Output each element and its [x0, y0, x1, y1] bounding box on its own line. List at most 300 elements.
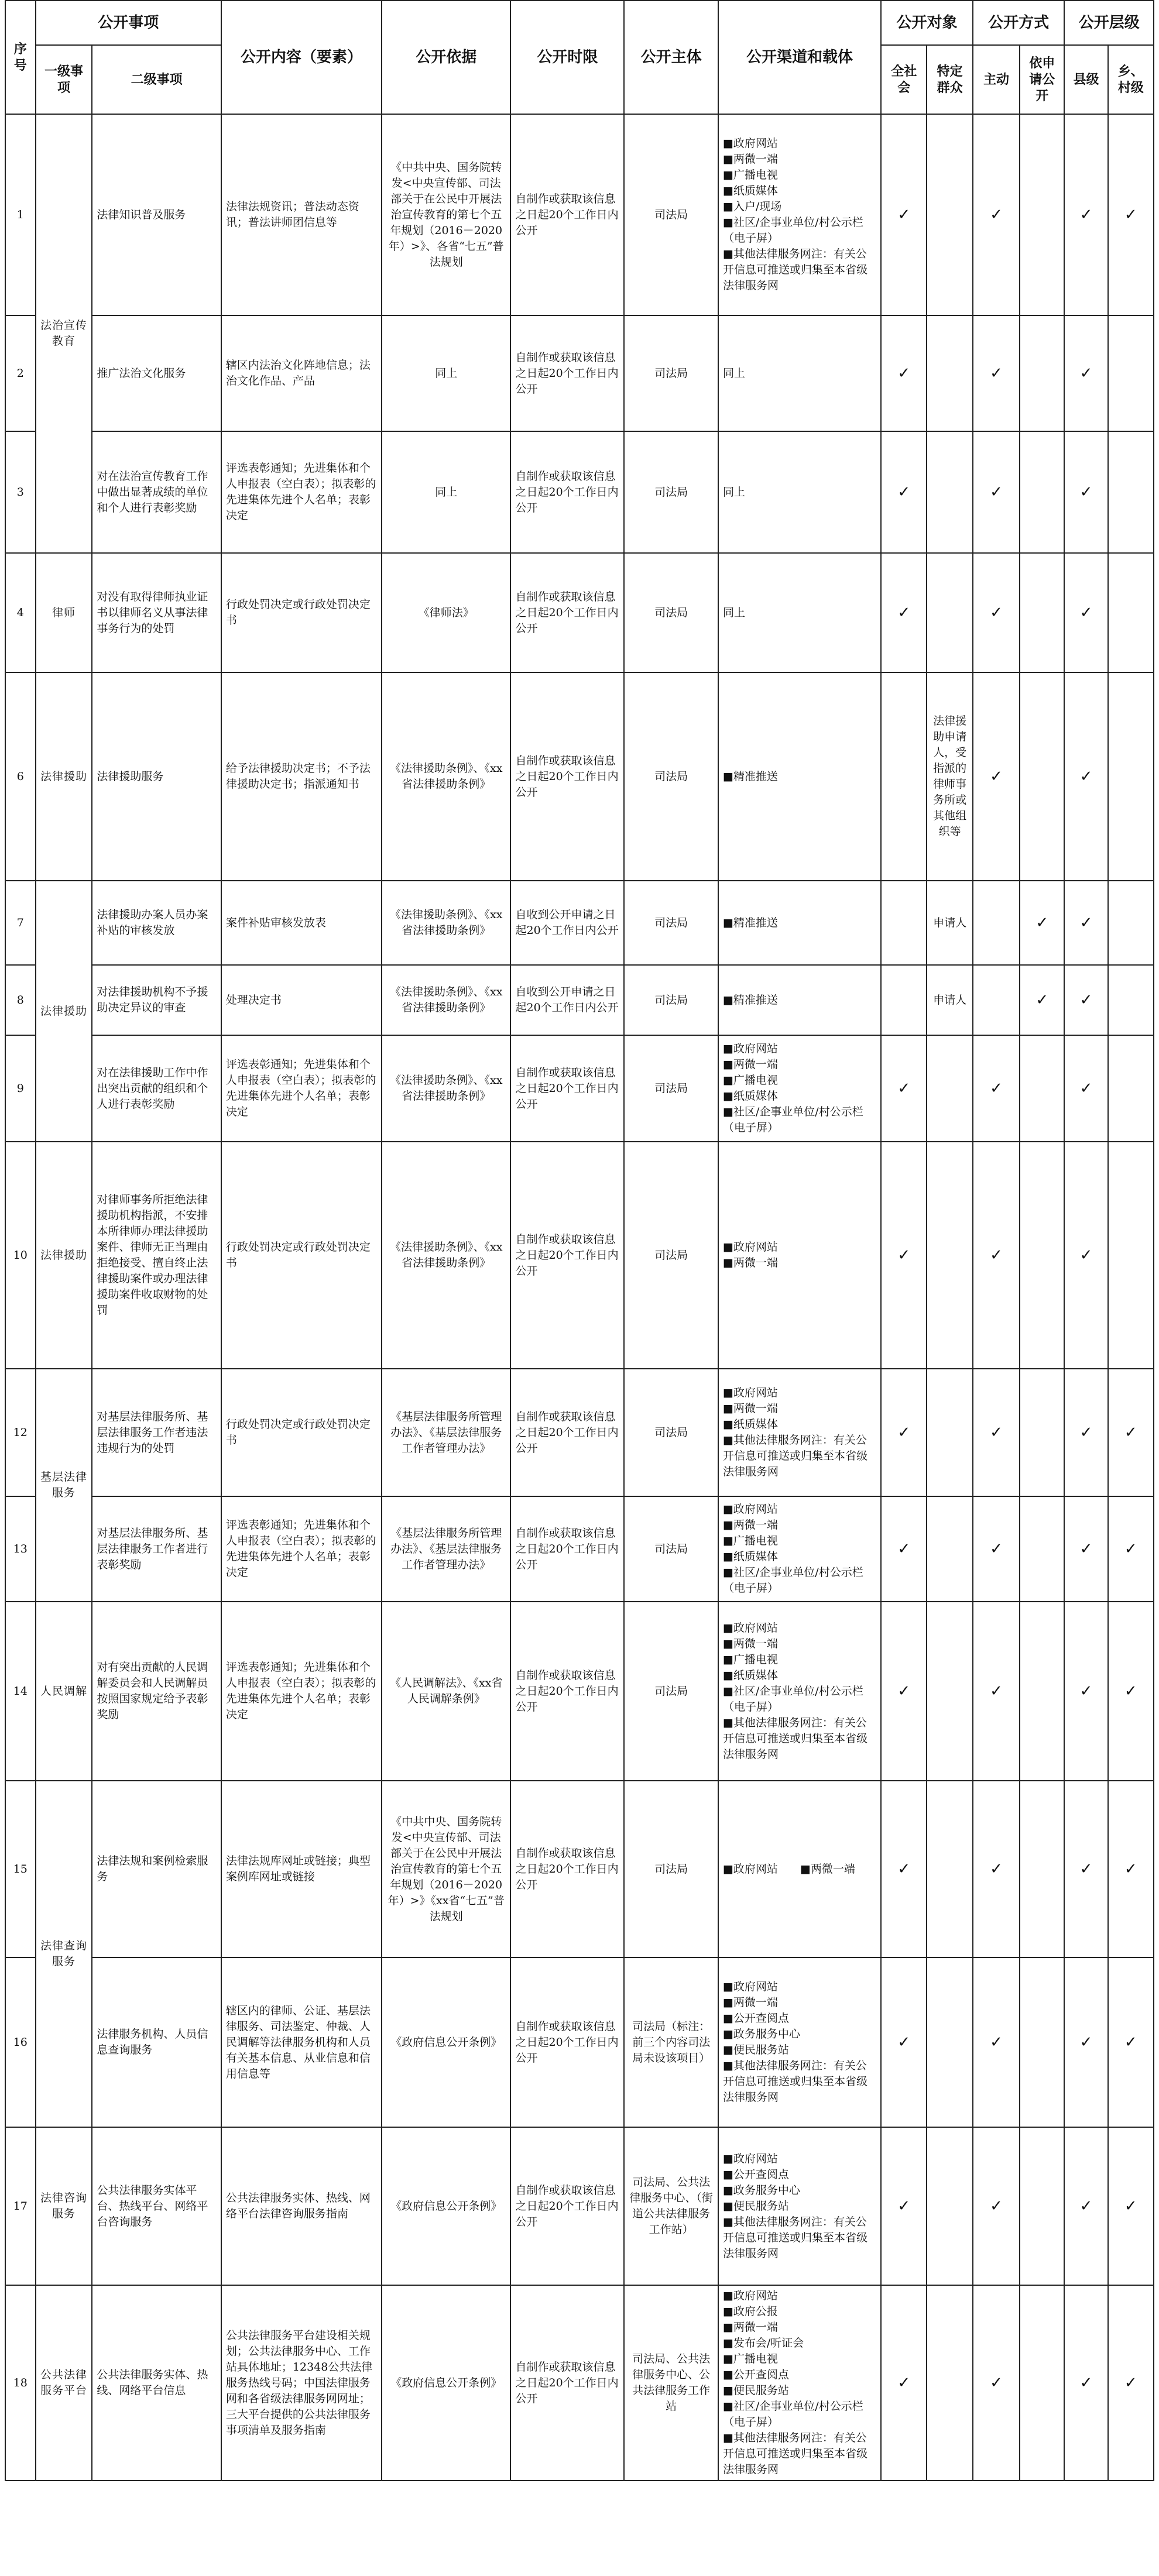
content-cell: 评选表彰通知；先进集体和个人申报表（空白表）；拟表彰的先进集体先进个人名单；表彰决定: [221, 1035, 382, 1142]
channel-item: ■社区/企事业单位/村公示栏（电子屏）: [722, 1566, 863, 1595]
channel-item: ■政府网站: [722, 1980, 778, 1993]
table-row: [5, 1035, 1154, 1142]
subject-cell: 司法局: [624, 1142, 718, 1369]
time-cell: 自制作或获取该信息之日起20个工作日内公开: [510, 431, 624, 553]
subject-cell: 司法局: [624, 1035, 718, 1142]
empty-apply-cell: [1020, 315, 1064, 431]
col-content-header: 公开内容（要素）: [221, 1, 382, 114]
empty-specific-cell: [927, 1496, 972, 1602]
basis-cell: 《中共中央、国务院转发<中央宣传部、司法部关于在公民中开展法治宣传教育的第七个五年规划（2016－2020年）>》、各省“七五”普法规划: [382, 114, 511, 315]
basis-cell: 《法律援助条例》、《xx省法律援助条例》: [382, 1142, 511, 1369]
empty-all-cell: [881, 965, 927, 1035]
basis-cell: 《法律援助条例》、《xx省法律援助条例》: [382, 672, 511, 881]
check-active-icon: ✓: [973, 114, 1020, 315]
content-cell: 公共法律服务实体、热线、网络平台法律咨询服务指南: [221, 2127, 382, 2285]
check-county-icon: ✓: [1064, 1602, 1107, 1781]
col-mode-apply-header: 依申请公开: [1020, 45, 1064, 114]
check-all-icon: ✓: [881, 1142, 927, 1369]
check-all-icon: ✓: [881, 2285, 927, 2481]
check-active-icon: ✓: [973, 1602, 1020, 1781]
channel-cell: [718, 431, 881, 553]
row-seq: 1: [5, 114, 36, 315]
empty-active-cell: [973, 965, 1020, 1035]
empty-apply-cell: [1020, 2285, 1064, 2481]
check-active-icon: ✓: [973, 1496, 1020, 1602]
row-seq: 9: [5, 1035, 36, 1142]
check-active-icon: ✓: [973, 1142, 1020, 1369]
time-cell: 自制作或获取该信息之日起20个工作日内公开: [510, 553, 624, 672]
channel-item: ■纸质媒体: [722, 184, 778, 197]
channel-item: ■社区/企事业单位/村公示栏（电子屏）: [722, 216, 863, 245]
check-county-icon: ✓: [1064, 1142, 1107, 1369]
channel-cell: [718, 965, 881, 1035]
channel-cell: [718, 2127, 881, 2285]
level1-item: 法治宣传教育: [36, 114, 92, 553]
content-cell: 给予法律援助决定书；不予法律援助决定书；指派通知书: [221, 672, 382, 881]
subject-cell: 司法局: [624, 672, 718, 881]
channel-cell: [718, 315, 881, 431]
table-row: [5, 553, 1154, 672]
empty-specific-cell: [927, 1781, 972, 1957]
content-cell: 行政处罚决定或行政处罚决定书: [221, 1142, 382, 1369]
content-cell: 辖区内的律师、公证、基层法律服务、司法鉴定、仲裁、人民调解等法律服务机构和人员有关基本信息、从业信息和信用信息等: [221, 1957, 382, 2127]
level1-item: 律师: [36, 553, 92, 672]
channel-item: ■两微一端: [722, 1058, 778, 1071]
time-cell: 自制作或获取该信息之日起20个工作日内公开: [510, 1602, 624, 1781]
empty-town-cell: [1108, 965, 1154, 1035]
subject-cell: 司法局（标注：前三个内容司法局未设该项目）: [624, 1957, 718, 2127]
check-all-icon: ✓: [881, 431, 927, 553]
channel-item: ■政府网站: [722, 2152, 778, 2165]
channel-item: ■政府网站: [722, 1386, 778, 1399]
content-cell: 法律法规库网址或链接；典型案例库网址或链接: [221, 1781, 382, 1957]
table-row: [5, 2127, 1154, 2285]
empty-specific-cell: [927, 1602, 972, 1781]
channel-item: ■两微一端: [722, 1996, 778, 2009]
table-body: [5, 114, 1154, 2481]
channel-item: ■其他法律服务网注：有关公开信息可推送或归集至本省级法律服务网: [722, 2431, 867, 2476]
check-county-icon: ✓: [1064, 881, 1107, 965]
empty-specific-cell: [927, 1369, 972, 1496]
content-cell: 法律法规资讯；普法动态资讯；普法讲师团信息等: [221, 114, 382, 315]
row-seq: 6: [5, 672, 36, 881]
check-town-icon: ✓: [1108, 1602, 1154, 1781]
channel-item: ■社区/企事业单位/村公示栏（电子屏）: [722, 2400, 863, 2429]
channel-item: ■两微一端: [722, 1519, 778, 1531]
level1-item: 法律援助: [36, 1142, 92, 1369]
col-level-town-header: 乡、村级: [1108, 45, 1154, 114]
col-mode-active-header: 主动: [973, 45, 1020, 114]
check-all-icon: ✓: [881, 1781, 927, 1957]
basis-cell: 《政府信息公开条例》: [382, 2127, 511, 2285]
empty-active-cell: [973, 881, 1020, 965]
time-cell: 自制作或获取该信息之日起20个工作日内公开: [510, 114, 624, 315]
empty-specific-cell: [927, 1142, 972, 1369]
col-subject-header: 公开主体: [624, 1, 718, 114]
empty-town-cell: [1108, 672, 1154, 881]
level2-item: 对在法律援助工作中作出突出贡献的组织和个人进行表彰奖励: [92, 1035, 221, 1142]
channel-item: ■政务服务中心: [722, 2183, 800, 2197]
empty-specific-cell: [927, 1957, 972, 2127]
check-all-icon: ✓: [881, 1496, 927, 1602]
check-county-icon: ✓: [1064, 1957, 1107, 2127]
empty-town-cell: [1108, 1142, 1154, 1369]
subject-cell: 司法局: [624, 1496, 718, 1602]
empty-apply-cell: [1020, 431, 1064, 553]
row-seq: 12: [5, 1369, 36, 1496]
channel-item: ■入户/现场: [722, 200, 782, 213]
check-county-icon: ✓: [1064, 2127, 1107, 2285]
channel-item: ■广播电视: [722, 1534, 778, 1547]
table-row: [5, 1142, 1154, 1369]
check-county-icon: ✓: [1064, 672, 1107, 881]
empty-town-cell: [1108, 315, 1154, 431]
level1-item: 法律咨询服务: [36, 2127, 92, 2285]
row-seq: 2: [5, 315, 36, 431]
col-basis-header: 公开依据: [382, 1, 511, 114]
channel-item: ■广播电视: [722, 169, 778, 181]
empty-apply-cell: [1020, 1496, 1064, 1602]
check-town-icon: ✓: [1108, 114, 1154, 315]
empty-specific-cell: [927, 1035, 972, 1142]
check-all-icon: ✓: [881, 2127, 927, 2285]
level2-item: 对在法治宣传教育工作中做出显著成绩的单位和个人进行表彰奖励: [92, 431, 221, 553]
basis-cell: 《政府信息公开条例》: [382, 2285, 511, 2481]
channel-item: ■其他法律服务网注：有关公开信息可推送或归集至本省级法律服务网: [722, 1434, 867, 1478]
channel-item: ■纸质媒体: [722, 1418, 778, 1431]
level2-item: 法律援助服务: [92, 672, 221, 881]
time-cell: 自制作或获取该信息之日起20个工作日内公开: [510, 1496, 624, 1602]
channel-item: ■其他法律服务网注：有关公开信息可推送或归集至本省级法律服务网: [722, 248, 867, 292]
col-level2-header: 二级事项: [92, 45, 221, 114]
time-cell: 自制作或获取该信息之日起20个工作日内公开: [510, 315, 624, 431]
check-active-icon: ✓: [973, 553, 1020, 672]
check-town-icon: ✓: [1108, 1957, 1154, 2127]
row-seq: 4: [5, 553, 36, 672]
table-row: [5, 1496, 1154, 1602]
col-time-header: 公开时限: [510, 1, 624, 114]
time-cell: 自制作或获取该信息之日起20个工作日内公开: [510, 672, 624, 881]
time-cell: 自收到公开申请之日起20个工作日内公开: [510, 881, 624, 965]
check-town-icon: ✓: [1108, 1781, 1154, 1957]
check-county-icon: ✓: [1064, 2285, 1107, 2481]
time-cell: 自收到公开申请之日起20个工作日内公开: [510, 965, 624, 1035]
check-active-icon: ✓: [973, 1369, 1020, 1496]
channel-item: ■政府网站: [722, 1042, 778, 1055]
check-apply-icon: ✓: [1020, 965, 1064, 1035]
table-row: [5, 1781, 1154, 1957]
level2-item: 对基层法律服务所、基层法律服务工作者进行表彰奖励: [92, 1496, 221, 1602]
empty-specific-cell: [927, 315, 972, 431]
disclosure-table-sheet: [5, 0, 1154, 2481]
check-active-icon: ✓: [973, 2285, 1020, 2481]
empty-apply-cell: [1020, 1369, 1064, 1496]
basis-cell: 《律师法》: [382, 553, 511, 672]
level2-item: 对律师事务所拒绝法律援助机构指派，不安排本所律师办理法律援助案件、律师无正当理由拒绝接受、擅自终止法律援助案件或办理法律援助案件收取财物的处罚: [92, 1142, 221, 1369]
content-cell: 行政处罚决定或行政处罚决定书: [221, 553, 382, 672]
basis-cell: 《基层法律服务所管理办法》、《基层法律服务工作者管理办法》: [382, 1496, 511, 1602]
channel-item: ■社区/企事业单位/村公示栏（电子屏）: [722, 1105, 863, 1134]
subject-cell: 司法局: [624, 431, 718, 553]
row-seq: 3: [5, 431, 36, 553]
channel-item: ■其他法律服务网注：有关公开信息可推送或归集至本省级法律服务网: [722, 1716, 867, 1761]
time-cell: 自制作或获取该信息之日起20个工作日内公开: [510, 2127, 624, 2285]
empty-apply-cell: [1020, 1602, 1064, 1781]
channel-item: ■精准推送: [722, 993, 778, 1007]
channel-item: ■精准推送: [722, 916, 778, 929]
check-county-icon: ✓: [1064, 114, 1107, 315]
channel-item: ■公开查阅点: [722, 2168, 789, 2181]
empty-town-cell: [1108, 553, 1154, 672]
channel-cell: [718, 1035, 881, 1142]
empty-specific-cell: [927, 114, 972, 315]
channel-cell: [718, 672, 881, 881]
row-seq: 14: [5, 1602, 36, 1781]
channel-cell: [718, 881, 881, 965]
check-active-icon: ✓: [973, 315, 1020, 431]
basis-cell: 《法律援助条例》、《xx省法律援助条例》: [382, 965, 511, 1035]
check-town-icon: ✓: [1108, 1369, 1154, 1496]
row-seq: 15: [5, 1781, 36, 1957]
table-row: [5, 672, 1154, 881]
col-channel-header: 公开渠道和载体: [718, 1, 881, 114]
subject-cell: 司法局: [624, 1369, 718, 1496]
channel-item: ■广播电视: [722, 1653, 778, 1666]
table-row: [5, 2285, 1154, 2481]
empty-apply-cell: [1020, 1035, 1064, 1142]
empty-specific-cell: [927, 2127, 972, 2285]
channel-item: ■精准推送: [722, 770, 778, 783]
col-level-header: 公开层级: [1064, 1, 1154, 45]
level1-item: 法律援助: [36, 672, 92, 881]
time-cell: 自制作或获取该信息之日起20个工作日内公开: [510, 1369, 624, 1496]
channel-item: ■两微一端: [722, 1402, 778, 1415]
row-seq: 18: [5, 2285, 36, 2481]
level2-item: 法律知识普及服务: [92, 114, 221, 315]
col-level-county-header: 县级: [1064, 45, 1107, 114]
channel-cell: [718, 1602, 881, 1781]
channel-item: ■公开查阅点: [722, 2012, 789, 2025]
empty-town-cell: [1108, 881, 1154, 965]
channel-item: ■政府网站: [722, 137, 778, 150]
check-active-icon: ✓: [973, 2127, 1020, 2285]
empty-apply-cell: [1020, 2127, 1064, 2285]
level2-item: 对有突出贡献的人民调解委员会和人民调解员按照国家规定给予表彰奖励: [92, 1602, 221, 1781]
subject-cell: 司法局: [624, 114, 718, 315]
subject-cell: 司法局: [624, 881, 718, 965]
level2-item: 对法律援助机构不予援助决定异议的审查: [92, 965, 221, 1035]
empty-apply-cell: [1020, 553, 1064, 672]
content-cell: 辖区内法治文化阵地信息；法治文化作品、产品: [221, 315, 382, 431]
subject-cell: 司法局、公共法律服务中心、公共法律服务工作站: [624, 2285, 718, 2481]
empty-town-cell: [1108, 1035, 1154, 1142]
col-level1-header: 一级事项: [36, 45, 92, 114]
channel-item: ■两微一端: [722, 1256, 778, 1269]
channel-item: ■便民服务站: [722, 2199, 789, 2213]
empty-apply-cell: [1020, 1781, 1064, 1957]
time-cell: 自制作或获取该信息之日起20个工作日内公开: [510, 1957, 624, 2127]
check-all-icon: ✓: [881, 1369, 927, 1496]
subject-cell: 司法局: [624, 965, 718, 1035]
col-target-all-header: 全社会: [881, 45, 927, 114]
channel-item: ■纸质媒体: [722, 1090, 778, 1102]
basis-cell: 同上: [382, 431, 511, 553]
channel-item: ■两微一端: [722, 1637, 778, 1650]
row-seq: 8: [5, 965, 36, 1035]
check-active-icon: ✓: [973, 431, 1020, 553]
level1-item: 法律查询服务: [36, 1781, 92, 2127]
table-row: [5, 1369, 1154, 1496]
channel-item: 同上: [722, 606, 745, 619]
level1-item: 人民调解: [36, 1602, 92, 1781]
basis-cell: 《中共中央、国务院转发<中央宣传部、司法部关于在公民中开展法治宣传教育的第七个五年规划（2016－2020年）>》《xx省“七五”普法规划: [382, 1781, 511, 1957]
check-county-icon: ✓: [1064, 965, 1107, 1035]
content-cell: 评选表彰通知；先进集体和个人申报表（空白表）；拟表彰的先进集体先进个人名单；表彰决定: [221, 1496, 382, 1602]
channel-item: ■便民服务站: [722, 2043, 789, 2056]
level2-item: 公共法律服务实体、热线、网络平台信息: [92, 2285, 221, 2481]
channel-cell: [718, 1781, 881, 1957]
time-cell: 自制作或获取该信息之日起20个工作日内公开: [510, 1142, 624, 1369]
check-town-icon: ✓: [1108, 1496, 1154, 1602]
channel-item: ■社区/企事业单位/村公示栏（电子屏）: [722, 1684, 863, 1713]
header-row-top: [5, 1, 1154, 45]
col-target-specific-header: 特定群众: [927, 45, 972, 114]
level1-item: 法律援助: [36, 881, 92, 1142]
basis-cell: 《基层法律服务所管理办法》、《基层法律服务工作者管理办法》: [382, 1369, 511, 1496]
content-cell: 行政处罚决定或行政处罚决定书: [221, 1369, 382, 1496]
table-row: [5, 315, 1154, 431]
check-county-icon: ✓: [1064, 1496, 1107, 1602]
level2-item: 法律服务机构、人员信息查询服务: [92, 1957, 221, 2127]
table-row: [5, 114, 1154, 315]
channel-cell: [718, 1369, 881, 1496]
basis-cell: 《法律援助条例》、《xx省法律援助条例》: [382, 1035, 511, 1142]
subject-cell: 司法局、公共法律服务中心、（街道公共法律服务工作站）: [624, 2127, 718, 2285]
row-seq: 7: [5, 881, 36, 965]
basis-cell: 《法律援助条例》、《xx省法律援助条例》: [382, 881, 511, 965]
level1-item: 基层法律服务: [36, 1369, 92, 1602]
check-all-icon: ✓: [881, 1035, 927, 1142]
table-row: [5, 965, 1154, 1035]
channel-cell: [718, 114, 881, 315]
channel-item: ■政务服务中心: [722, 2028, 800, 2041]
level2-item: 对没有取得律师执业证书以律师名义从事法律事务行为的处罚: [92, 553, 221, 672]
check-county-icon: ✓: [1064, 315, 1107, 431]
table-row: [5, 431, 1154, 553]
channel-cell: [718, 2285, 881, 2481]
specific-target-text: 申请人: [927, 881, 972, 965]
row-seq: 13: [5, 1496, 36, 1602]
channel-item: ■便民服务站: [722, 2384, 789, 2397]
empty-specific-cell: [927, 431, 972, 553]
time-cell: 自制作或获取该信息之日起20个工作日内公开: [510, 1035, 624, 1142]
content-cell: 评选表彰通知；先进集体和个人申报表（空白表）；拟表彰的先进集体先进个人名单；表彰决定: [221, 431, 382, 553]
basis-cell: 同上: [382, 315, 511, 431]
channel-item: ■发布会/听证会: [722, 2337, 804, 2350]
row-seq: 17: [5, 2127, 36, 2285]
table-row: [5, 881, 1154, 965]
check-all-icon: ✓: [881, 1602, 927, 1781]
subject-cell: 司法局: [624, 315, 718, 431]
check-county-icon: ✓: [1064, 431, 1107, 553]
content-cell: 评选表彰通知；先进集体和个人申报表（空白表）；拟表彰的先进集体先进个人名单；表彰决定: [221, 1602, 382, 1781]
check-active-icon: ✓: [973, 1035, 1020, 1142]
content-cell: 公共法律服务平台建设相关规划；公共法律服务中心、工作站具体地址；12348公共法律服务热线号码；中国法律服务网和各省级法律服务网网址；三大平台提供的公共法律服务事项清单及服务指南: [221, 2285, 382, 2481]
check-apply-icon: ✓: [1020, 881, 1064, 965]
time-cell: 自制作或获取该信息之日起20个工作日内公开: [510, 1781, 624, 1957]
empty-town-cell: [1108, 431, 1154, 553]
check-all-icon: ✓: [881, 1957, 927, 2127]
col-target-header: 公开对象: [881, 1, 973, 45]
channel-item: ■其他法律服务网注：有关公开信息可推送或归集至本省级法律服务网: [722, 2215, 867, 2260]
check-county-icon: ✓: [1064, 553, 1107, 672]
level2-item: 推广法治文化服务: [92, 315, 221, 431]
channel-item: ■政府网站: [722, 1621, 778, 1634]
channel-item: ■公开查阅点: [722, 2368, 789, 2381]
check-active-icon: ✓: [973, 1957, 1020, 2127]
channel-item: ■两微一端: [722, 153, 778, 166]
empty-all-cell: [881, 881, 927, 965]
channel-item: ■政府公报: [722, 2305, 778, 2318]
empty-apply-cell: [1020, 114, 1064, 315]
check-town-icon: ✓: [1108, 2127, 1154, 2285]
channel-item: ■政府网站: [722, 2289, 778, 2302]
check-all-icon: ✓: [881, 315, 927, 431]
check-county-icon: ✓: [1064, 1035, 1107, 1142]
subject-cell: 司法局: [624, 553, 718, 672]
content-cell: 处理决定书: [221, 965, 382, 1035]
check-all-icon: ✓: [881, 553, 927, 672]
empty-apply-cell: [1020, 672, 1064, 881]
channel-item: 同上: [722, 366, 745, 380]
basis-cell: 《人民调解法》、《xx省人民调解条例》: [382, 1602, 511, 1781]
row-seq: 10: [5, 1142, 36, 1369]
level2-item: 公共法律服务实体平台、热线平台、网络平台咨询服务: [92, 2127, 221, 2285]
empty-all-cell: [881, 672, 927, 881]
col-item-header: 公开事项: [36, 1, 221, 45]
channel-item: ■广播电视: [722, 1074, 778, 1087]
channel-cell: [718, 1957, 881, 2127]
col-seq-header: 序号: [5, 1, 36, 114]
col-mode-header: 公开方式: [973, 1, 1065, 45]
channel-cell: [718, 1496, 881, 1602]
table-row: [5, 1957, 1154, 2127]
channel-item: 同上: [722, 485, 745, 499]
channel-item: ■政府网站: [722, 1503, 778, 1516]
empty-apply-cell: [1020, 1957, 1064, 2127]
level2-item: 法律法规和案例检索服务: [92, 1781, 221, 1957]
row-seq: 16: [5, 1957, 36, 2127]
level1-item: 公共法律服务平台: [36, 2285, 92, 2481]
table-row: [5, 1602, 1154, 1781]
check-active-icon: ✓: [973, 672, 1020, 881]
empty-apply-cell: [1020, 1142, 1064, 1369]
check-county-icon: ✓: [1064, 1781, 1107, 1957]
subject-cell: 司法局: [624, 1602, 718, 1781]
empty-specific-cell: [927, 2285, 972, 2481]
subject-cell: 司法局: [624, 1781, 718, 1957]
disclosure-table: [5, 0, 1154, 2481]
channel-item: ■政府网站: [722, 1241, 778, 1253]
channel-item: ■纸质媒体: [722, 1550, 778, 1563]
check-town-icon: ✓: [1108, 2285, 1154, 2481]
level2-item: 法律援助办案人员办案补贴的审核发放: [92, 881, 221, 965]
channel-cell: [718, 553, 881, 672]
specific-target-text: 申请人: [927, 965, 972, 1035]
content-cell: 案件补贴审核发放表: [221, 881, 382, 965]
check-county-icon: ✓: [1064, 1369, 1107, 1496]
specific-target-text: 法律援助申请人，受指派的律师事务所或其他组织等: [927, 672, 972, 881]
